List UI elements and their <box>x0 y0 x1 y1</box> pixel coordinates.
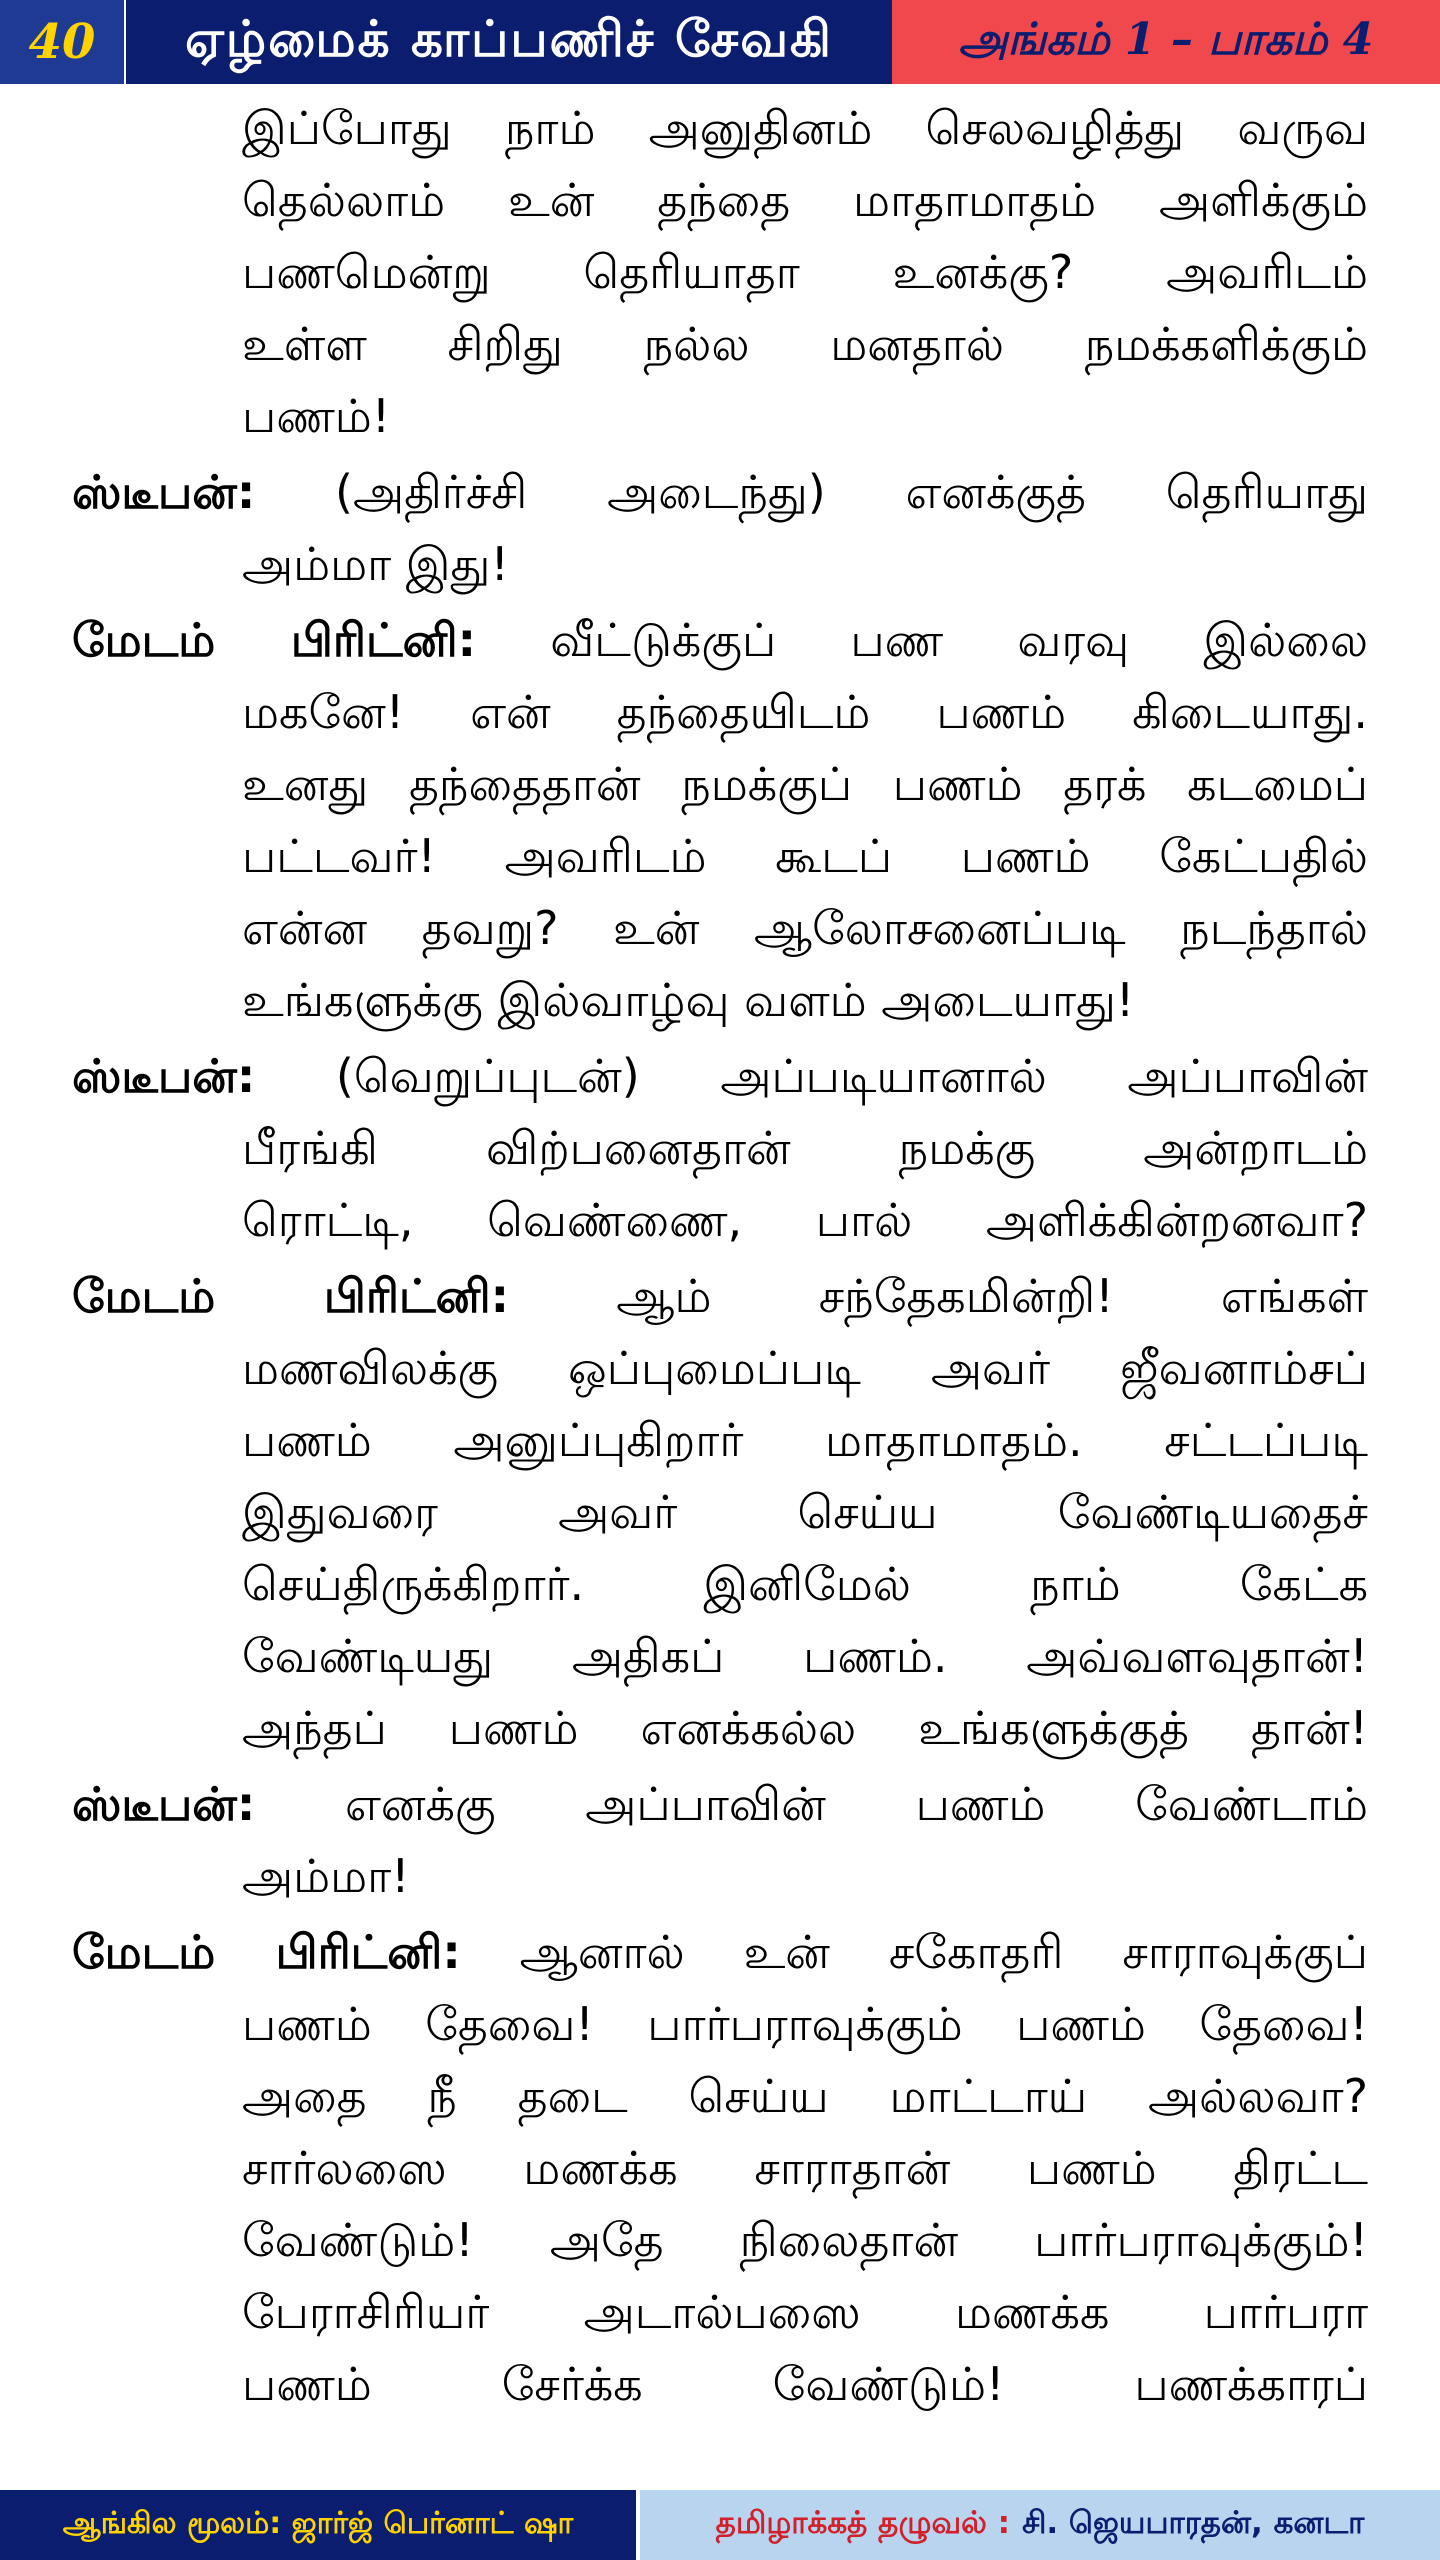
page-header <box>0 0 1440 84</box>
dialogue-line <box>72 380 1368 452</box>
act-part-label: அங்கம் 1 – பாகம் 4 <box>892 0 1440 84</box>
dialogue-line <box>72 1112 1368 1184</box>
dialogue-line <box>72 1988 1368 2060</box>
dialogue-text: அம்மா இது! <box>242 537 509 591</box>
dialogue-line <box>72 1692 1368 1764</box>
speaker-name: ஸ்டீபன்: <box>72 1777 256 1831</box>
page-number: 40 <box>0 0 126 84</box>
dialogue-line <box>72 748 1368 820</box>
dialogue-line <box>72 2276 1368 2348</box>
dialogue-line <box>72 1332 1368 1404</box>
dialogue-text: (வெறுப்புடன்) அப்படியானால் அப்பாவின் <box>335 1049 1368 1103</box>
dialogue-text: வீட்டுக்குப் பண வரவு இல்லை <box>550 613 1368 667</box>
source-author: ஜார்ஜ் பெர்னாட் ஷா <box>291 2505 574 2541</box>
dialogue-line <box>72 1548 1368 1620</box>
dialogue-line <box>72 236 1368 308</box>
dialogue-text: ரொட்டி, வெண்ணை, பால் அளிக்கின்றனவா? <box>242 1193 1368 1247</box>
dialogue-text: பணம் சேர்க்க வேண்டும்! பணக்காரப் <box>242 2357 1368 2411</box>
dialogue-text: தெல்லாம் உன் தந்தை மாதாமாதம் அளிக்கும் <box>242 173 1368 227</box>
dialogue-line <box>72 2204 1368 2276</box>
dialogue-text: அதை நீ தடை செய்ய மாட்டாய் அல்லவா? <box>242 2069 1368 2123</box>
speaker-name: மேடம் பிரிட்னி: <box>72 1269 510 1323</box>
speaker-line <box>72 1768 1368 1840</box>
dialogue-text: பணம் அனுப்புகிறார் மாதாமாதம். சட்டப்படி <box>242 1413 1368 1467</box>
dialogue-text: இப்போது நாம் அனுதினம் செலவழித்து வருவ <box>242 101 1368 155</box>
dialogue-text: உள்ள சிறிது நல்ல மனதால் நமக்களிக்கும் <box>242 317 1368 371</box>
speaker-name: மேடம் பிரிட்னி: <box>72 1925 461 1979</box>
speaker-line <box>72 1040 1368 1112</box>
dialogue-text: அந்தப் பணம் எனக்கல்ல உங்களுக்குத் தான்! <box>242 1701 1368 1755</box>
dialogue-text: சார்லஸை மணக்க சாராதான் பணம் திரட்ட <box>242 2141 1368 2195</box>
dialogue-text: (அதிர்ச்சி அடைந்து) எனக்குத் தெரியாது <box>335 465 1368 519</box>
translator-name: சி. ஜெயபாரதன், கனடா <box>1022 2505 1365 2541</box>
play-text <box>72 92 1368 2420</box>
dialogue-line <box>72 1476 1368 1548</box>
speaker-line <box>72 604 1368 676</box>
translation-label: தமிழாக்கத் தழுவல் : <box>715 2505 1011 2541</box>
dialogue-text: மகனே! என் தந்தையிடம் பணம் கிடையாது. <box>242 685 1368 739</box>
dialogue-text: பீரங்கி விற்பனைதான் நமக்கு அன்றாடம் <box>242 1121 1368 1175</box>
dialogue-line <box>72 528 1368 600</box>
dialogue-text: ஆம் சந்தேகமின்றி! எங்கள் <box>616 1269 1368 1323</box>
dialogue-text: வேண்டும்! அதே நிலைதான் பார்பராவுக்கும்! <box>242 2213 1368 2267</box>
dialogue-line <box>72 2060 1368 2132</box>
dialogue-line <box>72 2132 1368 2204</box>
speaker-name: மேடம் பிரிட்னி: <box>72 613 476 667</box>
dialogue-line <box>72 892 1368 964</box>
page-footer <box>0 2490 1440 2560</box>
speaker-line <box>72 456 1368 528</box>
source-credit <box>0 2490 640 2560</box>
dialogue-line <box>72 164 1368 236</box>
dialogue-text: பணம்! <box>242 389 391 443</box>
dialogue-line <box>72 308 1368 380</box>
source-label: ஆங்கில மூலம்: <box>62 2505 282 2541</box>
translation-credit <box>640 2490 1440 2560</box>
dialogue-line <box>72 676 1368 748</box>
dialogue-text: செய்திருக்கிறார். இனிமேல் நாம் கேட்க <box>242 1557 1368 1611</box>
dialogue-text: மணவிலக்கு ஒப்புமைப்படி அவர் ஜீவனாம்சப் <box>242 1341 1368 1395</box>
dialogue-text: பட்டவர்! அவரிடம் கூடப் பணம் கேட்பதில் <box>242 829 1368 883</box>
dialogue-line <box>72 92 1368 164</box>
dialogue-text: என்ன தவறு? உன் ஆலோசனைப்படி நடந்தால் <box>242 901 1368 955</box>
dialogue-text: பேராசிரியர் அடால்பஸை மணக்க பார்பரா <box>242 2285 1368 2339</box>
dialogue-text: எனக்கு அப்பாவின் பணம் வேண்டாம் <box>345 1777 1368 1831</box>
speaker-name: ஸ்டீபன்: <box>72 465 256 519</box>
dialogue-text: பணம் தேவை! பார்பராவுக்கும் பணம் தேவை! <box>242 1997 1368 2051</box>
dialogue-text: இதுவரை அவர் செய்ய வேண்டியதைச் <box>242 1485 1368 1539</box>
dialogue-line <box>72 2348 1368 2420</box>
dialogue-text: அம்மா! <box>242 1849 410 1903</box>
speaker-line <box>72 1916 1368 1988</box>
dialogue-text: ஆனால் உன் சகோதரி சாராவுக்குப் <box>519 1925 1368 1979</box>
dialogue-line <box>72 820 1368 892</box>
dialogue-line <box>72 964 1368 1036</box>
book-title: ஏழ்மைக் காப்பணிச் சேவகி <box>126 0 892 84</box>
dialogue-text: உங்களுக்கு இல்வாழ்வு வளம் அடையாது! <box>242 973 1135 1027</box>
dialogue-line <box>72 1620 1368 1692</box>
dialogue-text: வேண்டியது அதிகப் பணம். அவ்வளவுதான்! <box>242 1629 1368 1683</box>
dialogue-line <box>72 1184 1368 1256</box>
speaker-name: ஸ்டீபன்: <box>72 1049 256 1103</box>
speaker-line <box>72 1260 1368 1332</box>
dialogue-line <box>72 1404 1368 1476</box>
dialogue-text: பணமென்று தெரியாதா உனக்கு? அவரிடம் <box>242 245 1368 299</box>
dialogue-text: உனது தந்தைதான் நமக்குப் பணம் தரக் கடமைப் <box>242 757 1368 811</box>
dialogue-line <box>72 1840 1368 1912</box>
